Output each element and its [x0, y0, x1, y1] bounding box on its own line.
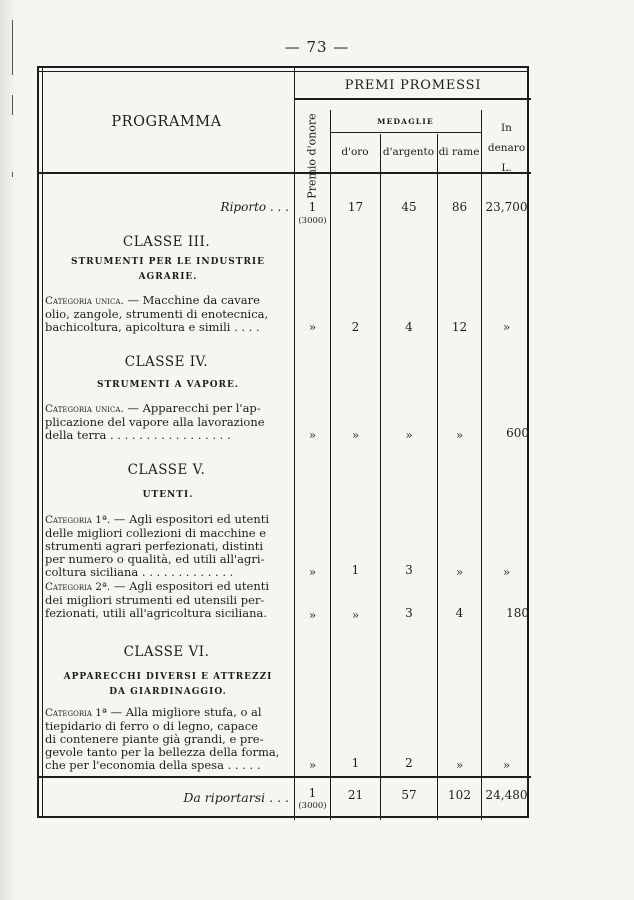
header-medaglie: MEDAGLIE	[377, 117, 434, 126]
category-text: Categoria 2ª. — Agli espositori ed utenti dei migliori strumenti ed utensili per- fezionati, utili all'agricoltura siciliana.	[45, 579, 270, 620]
riporto-oro: 17	[347, 200, 364, 214]
cell-premio: »	[308, 320, 317, 334]
class-title: CLASSE III.	[122, 234, 211, 250]
column-rule	[294, 68, 295, 820]
da-riportarsi-premio: 1	[308, 786, 317, 800]
scan-mark	[12, 95, 13, 115]
header-in-denaro: In denaro L.	[487, 122, 526, 174]
cell-premio: »	[308, 565, 317, 579]
column-rule	[380, 134, 381, 820]
header-di-rame: di rame	[438, 146, 480, 158]
cell-rame: 4	[455, 606, 464, 620]
class-title: CLASSE IV.	[124, 354, 209, 370]
cell-oro: »	[351, 608, 360, 622]
header-rule	[39, 172, 531, 174]
cell-oro: 1	[351, 563, 360, 577]
cell-oro: 2	[351, 320, 360, 334]
cell-argento: 4	[405, 320, 413, 334]
page-number: — 73 —	[284, 38, 350, 56]
cell-oro: »	[351, 428, 360, 442]
cell-argento: »	[405, 428, 413, 442]
header-premi-promessi: PREMI PROMESSI	[344, 78, 482, 93]
riporto-label: Riporto . . .	[220, 200, 289, 214]
header-rule	[295, 98, 531, 100]
header-d-oro: d'oro	[341, 146, 369, 158]
category-text: Categoria unica. — Macchine da cavare olio, zangole, strumenti di enotecnica, bachicoltura, apicoltura e simili . . . .	[45, 293, 269, 334]
riporto-argento: 45	[401, 200, 417, 214]
total-rule	[39, 776, 531, 778]
cell-premio: »	[308, 608, 317, 622]
cell-rame: »	[455, 428, 464, 442]
cell-denaro: »	[502, 320, 511, 334]
cell-oro: 1	[351, 756, 360, 770]
cell-premio: »	[308, 428, 317, 442]
cell-denaro: »	[502, 758, 511, 772]
category-text: Categoria unica. — Apparecchi per l'ap- plicazione del vapore alla lavorazione della terra . . . . . . . . . . . . . . . . .	[45, 401, 265, 442]
riporto-rame: 86	[451, 200, 468, 214]
column-rule	[437, 134, 438, 820]
da-riportarsi-argento: 57	[401, 788, 417, 802]
category-text: Categoria 1ª. — Agli espositori ed utenti delle migliori collezioni di macchine e strumenti agrari perfezionati, distinti per numero o qualità, ed utili all'agri- coltura siciliana . . . . . . . . . . . . .	[45, 512, 270, 579]
header-d-argento: d'argento	[382, 146, 435, 158]
header-programma: PROGRAMMA	[111, 114, 222, 130]
class-title: CLASSE VI.	[123, 644, 210, 660]
header-rule	[331, 132, 481, 133]
cell-rame: 12	[451, 320, 468, 334]
table-border	[39, 71, 527, 72]
cell-rame: »	[455, 565, 464, 579]
scan-mark	[12, 172, 13, 177]
da-riportarsi-label: Da riportarsi . . .	[183, 790, 289, 805]
section-title: STRUMENTI A VAPORE.	[96, 380, 240, 390]
column-rule	[481, 110, 482, 820]
cell-denaro: 600	[506, 426, 529, 440]
category-text: Categoria 1ª — Alla migliore stufa, o al tiepidario di ferro o di legno, capace di contenere piante già grandi, e pre- gevole tanto per la bellezza della forma, che per l'economia della spesa . . . . .	[45, 705, 280, 772]
cell-denaro: 180	[506, 606, 529, 620]
da-riportarsi-oro: 21	[347, 788, 364, 802]
section-title: STRUMENTI PER LE INDUSTRIE AGRARIE.	[70, 257, 265, 282]
cell-denaro: »	[502, 565, 511, 579]
column-rule	[330, 110, 331, 820]
riporto-premio: 1	[308, 200, 317, 214]
riporto-premio-sub: (3000)	[298, 216, 327, 226]
da-riportarsi-denaro: 24,480	[485, 788, 528, 802]
cell-premio: »	[308, 758, 317, 772]
cell-argento: 3	[405, 606, 413, 620]
scan-edge	[0, 0, 14, 900]
header-premio-onore: Premio d'onore	[305, 113, 319, 199]
class-title: CLASSE V.	[127, 462, 206, 478]
section-title: APPARECCHI DIVERSI E ATTREZZI DA GIARDINAGGIO.	[63, 672, 273, 697]
cell-argento: 3	[405, 563, 413, 577]
section-title: UTENTI.	[142, 490, 194, 500]
riporto-denaro: 23,700	[485, 200, 528, 214]
prize-table	[37, 66, 529, 818]
cell-argento: 2	[405, 756, 413, 770]
table-border	[42, 68, 43, 816]
da-riportarsi-rame: 102	[448, 788, 471, 802]
da-riportarsi-premio-sub: (3000)	[298, 801, 327, 811]
cell-rame: »	[455, 758, 464, 772]
